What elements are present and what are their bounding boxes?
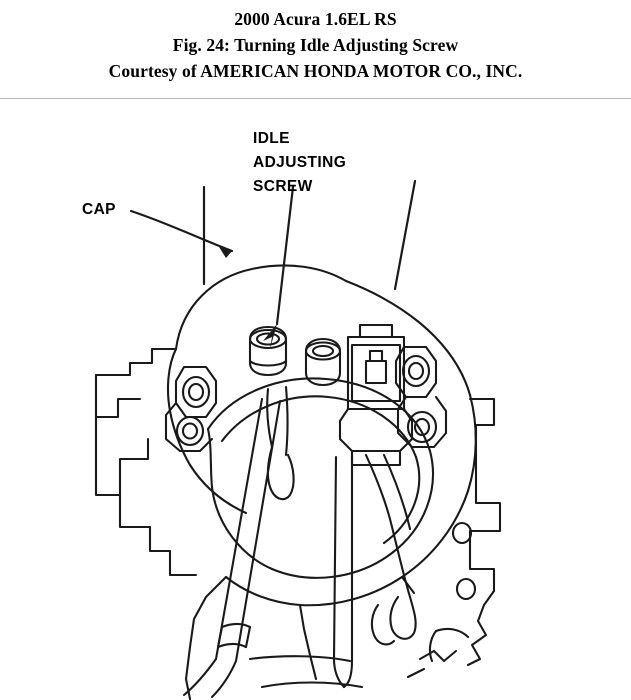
figure-container <box>0 99 631 700</box>
page-title: 2000 Acura 1.6EL RS <box>234 9 397 29</box>
figure-caption: Fig. 24: Turning Idle Adjusting Screw <box>172 35 459 55</box>
label-idle: IDLE <box>253 130 290 147</box>
document-header <box>0 0 631 84</box>
label-adjusting: ADJUSTING <box>253 154 347 171</box>
courtesy-line: Courtesy of AMERICAN HONDA MOTOR CO., INC. <box>108 61 523 81</box>
label-cap: CAP <box>82 201 116 218</box>
throttle-body-diagram <box>0 99 631 700</box>
label-screw: SCREW <box>253 178 313 195</box>
